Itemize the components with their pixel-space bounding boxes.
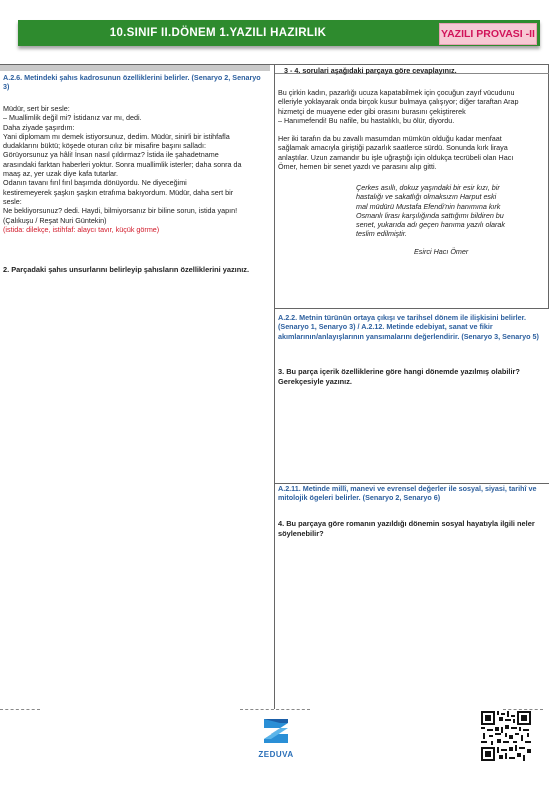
senet-text bbox=[356, 183, 546, 239]
passage-line: Ne bekliyorsunuz? dedi. Haydi, bilmiyorsanız bir biline sorun, istida yapın! bbox=[3, 206, 238, 216]
passage-line: arasındaki farktan haberleri yoktur. Sonra muallimlik isterler; daha sonra da bbox=[3, 159, 242, 169]
senet-line: teslim edilmiştir. bbox=[356, 229, 407, 239]
footer-dash-right bbox=[503, 709, 543, 710]
exam-title: 10.SINIF II.DÖNEM 1.YAZILI HAZIRLIK bbox=[109, 27, 327, 39]
passage-line: kestiremeyerek şaşkın şaşkın etrafıma bakıyordum. Müdür, daha sert bir bbox=[3, 187, 234, 197]
signature: Esirci Hacı Ömer bbox=[414, 247, 469, 256]
passage-line: Daha ziyade şaşırdım: bbox=[3, 122, 75, 132]
right-border bbox=[548, 64, 549, 309]
passage-line: Odanın tavanı fırıl fırıl başımda dönüyordu. Ne diyeceğimi bbox=[3, 178, 187, 188]
question-2: 2. Parçadaki şahıs unsurlarını belirleyip şahısların özelliklerini yazınız. bbox=[3, 265, 250, 274]
question-3: 3. Bu parça içerik özelliklerine göre hangi dönemde yazılmış olabilir? Gerekçesiyle yazınız. bbox=[278, 367, 520, 386]
right-section2-title: A.2.2. Metnin türünün ortaya çıkışı ve tarihsel dönem ile ilişkisini belirler. (Senaryo 1, Senaryo 3) / A.2.12. Metinde edebiyat, sanat ve fikir akımlarının/anlayışlarının yansımalarını değerlendirir. (Senaryo 3, Senaryo 5) bbox=[278, 313, 539, 341]
zeduva-logo-icon bbox=[261, 718, 291, 744]
passage-line: elleriyle yoklayarak onda birçok kusur bulmaya çalışıyor; diğer taraftan Arap bbox=[278, 97, 519, 107]
passage-line: – Muallimlik değil mi? İstidanız var mı, dedi. bbox=[3, 113, 142, 123]
qr-code-icon[interactable] bbox=[481, 711, 531, 761]
left-passage bbox=[3, 104, 273, 234]
passage-line: sağlamak amacıyla giriştiği pazarlık saatlerce sürdü. Sonunda kırk liraya bbox=[278, 143, 508, 153]
senet-line: mal müdürü Mustafa Efendi'nin hanımına kırk bbox=[356, 201, 501, 211]
zeduva-logo bbox=[251, 718, 301, 758]
right-section-title: 3 - 4. sorulari aşağıdaki parçaya göre cevaplayınız. bbox=[284, 66, 457, 75]
left-header-bar bbox=[0, 65, 270, 71]
senet-line: hastalığı ve sakatlığı olmaksızın Harput eski bbox=[356, 192, 497, 202]
passage-line bbox=[278, 125, 546, 134]
senet-line: Osmanlı lirası karşılığında sattığımı bildiren bu bbox=[356, 210, 504, 220]
logo-text: ZEDUVA bbox=[258, 750, 294, 759]
senet-line: senet, yukarıda adı geçen hanıma yazılı olarak bbox=[356, 220, 506, 230]
passage-line: Görüyorsunuz ya hâli! İnsan nasıl çıldırmaz? İstida ile şahadetname bbox=[3, 150, 219, 160]
passage-line: dudaklarını büktü; köşede oturan cılız bir misafire başını salladı: bbox=[3, 141, 206, 151]
exam-badge: YAZILI PROVASI -II bbox=[439, 23, 537, 45]
passage-line: sesle: bbox=[3, 196, 22, 206]
glossary-paren: ( bbox=[3, 224, 6, 234]
glossary bbox=[3, 225, 273, 234]
passage-line: anlaştılar. Uzun zamandır bu işle uğraştığı için oldukça tecrübeli olan Hacı bbox=[278, 152, 514, 162]
passage-line: Müdür, sert bir sesle: bbox=[3, 104, 70, 113]
right-passage bbox=[278, 88, 546, 171]
right-section3-title: A.2.11. Metinde millî, manevi ve evrensel değerler ile sosyal, siyasi, tarihî ve mitolojik ögeleri belirler. (Senaryo 2, Senaryo 6) bbox=[278, 484, 537, 503]
passage-line: Her iki tarafın da bu zavallı masumdan mümkün olduğu kadar menfaat bbox=[278, 134, 502, 144]
passage-line: hizmetçi de muayene eder gibi orasını burasını çekiştirerek bbox=[278, 106, 466, 116]
left-section-title: A.2.6. Metindeki şahıs kadrosunun özelliklerini belirler. (Senaryo 2, Senaryo 3) bbox=[3, 73, 261, 92]
glossary-text: istida: dilekçe, istihfaf: alaycı tavır, küçük görme) bbox=[5, 224, 160, 234]
question-4: 4. Bu parçaya göre romanın yazıldığı dönemin sosyal hayatıyla ilgili neler söylenebilir? bbox=[278, 519, 535, 538]
passage-line: Bu çirkin kadın, pazarlığı ucuza kapatabilmek için çocuğun zayıf vücudunu bbox=[278, 88, 515, 97]
passage-line: (Çalıkuşu / Reşat Nuri Güntekin) bbox=[3, 215, 107, 225]
footer-dash-mid bbox=[240, 709, 310, 710]
passage-line: – Hanımefendi! Bu nafile, bu hastalıklı, bu ölür, diyordu. bbox=[278, 115, 455, 125]
passage-line: Ömer, hemen bir senet yazdı ve parasını alıp gitti. bbox=[278, 162, 437, 172]
passage-line: Yani diplomam mı demek istiyorsunuz, dedim. Müdür, sinirli bir istihfafla bbox=[3, 131, 230, 141]
right-section-rule-2 bbox=[275, 308, 549, 309]
page-header bbox=[18, 20, 540, 46]
passage-line: maaş az, yer uzak diye kafa tutarlar. bbox=[3, 169, 119, 179]
footer-dash-left bbox=[0, 709, 40, 710]
senet-line: Çerkes asıllı, dokuz yaşındaki bir esir kızı, bir bbox=[356, 183, 500, 192]
column-divider bbox=[274, 64, 275, 709]
